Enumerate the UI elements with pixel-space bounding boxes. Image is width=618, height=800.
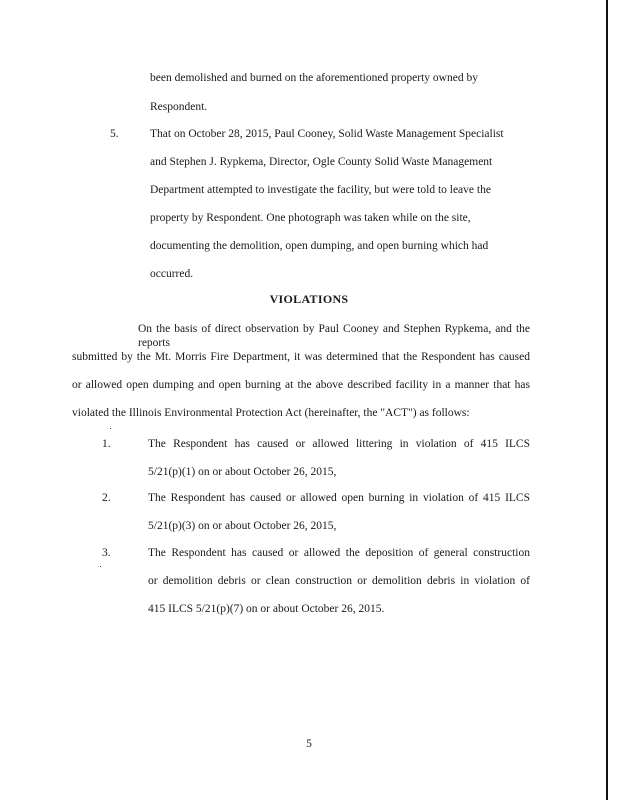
violations-intro-line-1: On the basis of direct observation by Paul Cooney and Stephen Rypkema, and the reports: [138, 323, 530, 349]
scan-speck: [100, 566, 101, 567]
paragraph4-line-1: been demolished and burned on the aforementioned property owned by: [150, 72, 478, 84]
violations-intro-line-4: violated the Illinois Environmental Protection Act (hereinafter, the "ACT") as follows:: [72, 407, 470, 419]
violation-1-number: 1.: [102, 438, 111, 450]
scan-speck: [110, 428, 111, 429]
violation-1-line-2: 5/21(p)(1) on or about October 26, 2015,: [148, 466, 337, 478]
paragraph5-number: 5.: [110, 128, 119, 140]
violation-3-line-2: or demolition debris or clean construction or demolition debris in violation of: [148, 575, 530, 587]
paragraph5-line-1: That on October 28, 2015, Paul Cooney, Solid Waste Management Specialist: [150, 128, 504, 140]
violation-2-number: 2.: [102, 492, 111, 504]
paragraph4-line-2: Respondent.: [150, 101, 208, 113]
violation-2-line-1: The Respondent has caused or allowed open burning in violation of 415 ILCS: [148, 492, 530, 504]
page-number: 5: [306, 738, 312, 750]
paragraph5-line-2: and Stephen J. Rypkema, Director, Ogle County Solid Waste Management: [150, 156, 493, 168]
paragraph5-line-3: Department attempted to investigate the facility, but were told to leave the: [150, 184, 491, 196]
violations-intro-line-3: or allowed open dumping and open burning at the above described facility in a manner that has: [72, 379, 530, 391]
scan-edge-line: [606, 0, 608, 800]
violation-3-line-1: The Respondent has caused or allowed the deposition of general construction: [148, 547, 530, 559]
violation-3-number: 3.: [102, 547, 111, 559]
violation-2-line-2: 5/21(p)(3) on or about October 26, 2015,: [148, 520, 337, 532]
violations-intro-line-2: submitted by the Mt. Morris Fire Department, it was determined that the Respondent has caused: [72, 351, 530, 363]
paragraph5-line-6: occurred.: [150, 268, 194, 280]
paragraph5-line-4: property by Respondent. One photograph was taken while on the site,: [150, 212, 471, 224]
paragraph5-line-5: documenting the demolition, open dumping, and open burning which had: [150, 240, 489, 252]
violations-heading: VIOLATIONS: [269, 292, 349, 306]
violation-1-line-1: The Respondent has caused or allowed littering in violation of 415 ILCS: [148, 438, 530, 450]
violation-3-line-3: 415 ILCS 5/21(p)(7) on or about October 26, 2015.: [148, 603, 385, 615]
